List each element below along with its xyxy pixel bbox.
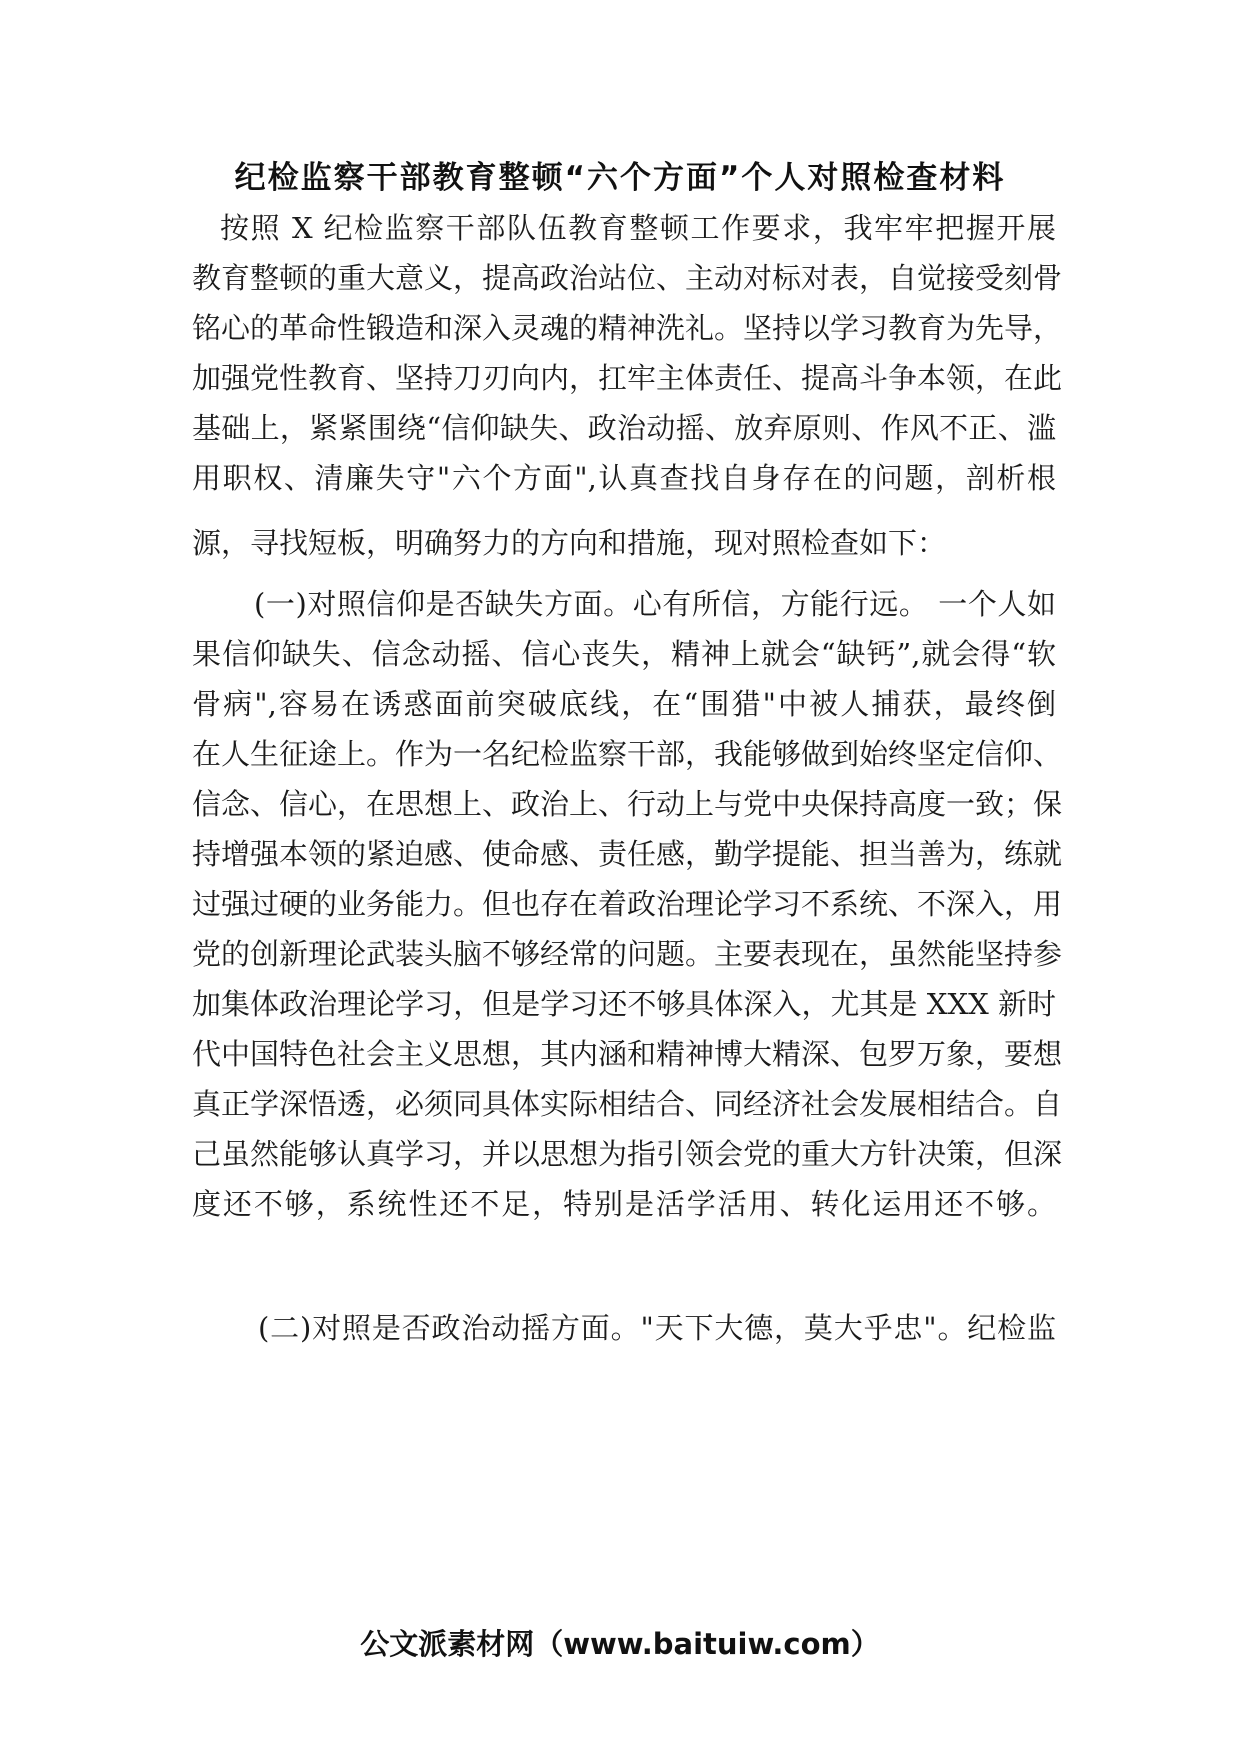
text-line xyxy=(192,1247,1056,1287)
text-line: 真正学深悟透，必须同具体实际相结合、同经济社会发展相结合。自 xyxy=(192,1087,1063,1121)
text-line: 信念、信心，在思想上、政治上、行动上与党中央保持高度一致；保 xyxy=(192,787,1063,821)
text-line: 用职权、清廉失守"六个方面",认真查找自身存在的问题，剖析根 xyxy=(192,461,1056,495)
footer-watermark: 公文派素材网（www.baituiw.com） xyxy=(360,1627,880,1661)
text-line: 源，寻找短板，明确努力的方向和措施，现对照检查如下： xyxy=(192,526,947,560)
text-line: 在人生征途上。作为一名纪检监察干部，我能够做到始终坚定信仰、 xyxy=(192,737,1063,771)
document-title: 纪检监察干部教育整顿“六个方面”个人对照检查材料 xyxy=(234,160,1006,196)
text-line: 度还不够，系统性还不足，特别是活学活用、转化运用还不够。 xyxy=(192,1187,1056,1221)
text-line: (一)对照信仰是否缺失方面。心有所信，方能行远。 一个人如 xyxy=(254,587,1056,621)
text-line: 骨病",容易在诱惑面前突破底线，在“围猎"中被人捕获，最终倒 xyxy=(192,687,1056,721)
text-line: 铭心的革命性锻造和深入灵魂的精神洗礼。坚持以学习教育为先导， xyxy=(192,311,1063,345)
text-line: 按照 X 纪检监察干部队伍教育整顿工作要求，我牢牢把握开展 xyxy=(220,211,1056,245)
text-line: 过强过硬的业务能力。但也存在着政治理论学习不系统、不深入，用 xyxy=(192,887,1063,921)
text-line: 代中国特色社会主义思想，其内涵和精神博大精深、包罗万象，要想 xyxy=(192,1037,1063,1071)
text-line: 教育整顿的重大意义，提高政治站位、主动对标对表，自觉接受刻骨 xyxy=(192,261,1063,295)
text-line: 己虽然能够认真学习，并以思想为指引领会党的重大方针决策，但深 xyxy=(192,1137,1063,1171)
text-line: 果信仰缺失、信念动摇、信心丧失，精神上就会“缺钙”,就会得“软 xyxy=(192,637,1056,671)
text-line: (二)对照是否政治动摇方面。"天下大德，莫大乎忠"。纪检监 xyxy=(258,1311,1056,1345)
text-line: 基础上，紧紧围绕“信仰缺失、政治动摇、放弃原则、作风不正、滥 xyxy=(192,411,1056,445)
text-line: 党的创新理论武装头脑不够经常的问题。主要表现在，虽然能坚持参 xyxy=(192,937,1063,971)
text-line: 持增强本领的紧迫感、使命感、责任感，勤学提能、担当善为，练就 xyxy=(192,837,1063,871)
text-line: 加强党性教育、坚持刀刃向内，扛牢主体责任、提高斗争本领，在此 xyxy=(192,361,1063,395)
text-line: 加集体政治理论学习，但是学习还不够具体深入，尤其是 XXX 新时 xyxy=(192,987,1056,1021)
